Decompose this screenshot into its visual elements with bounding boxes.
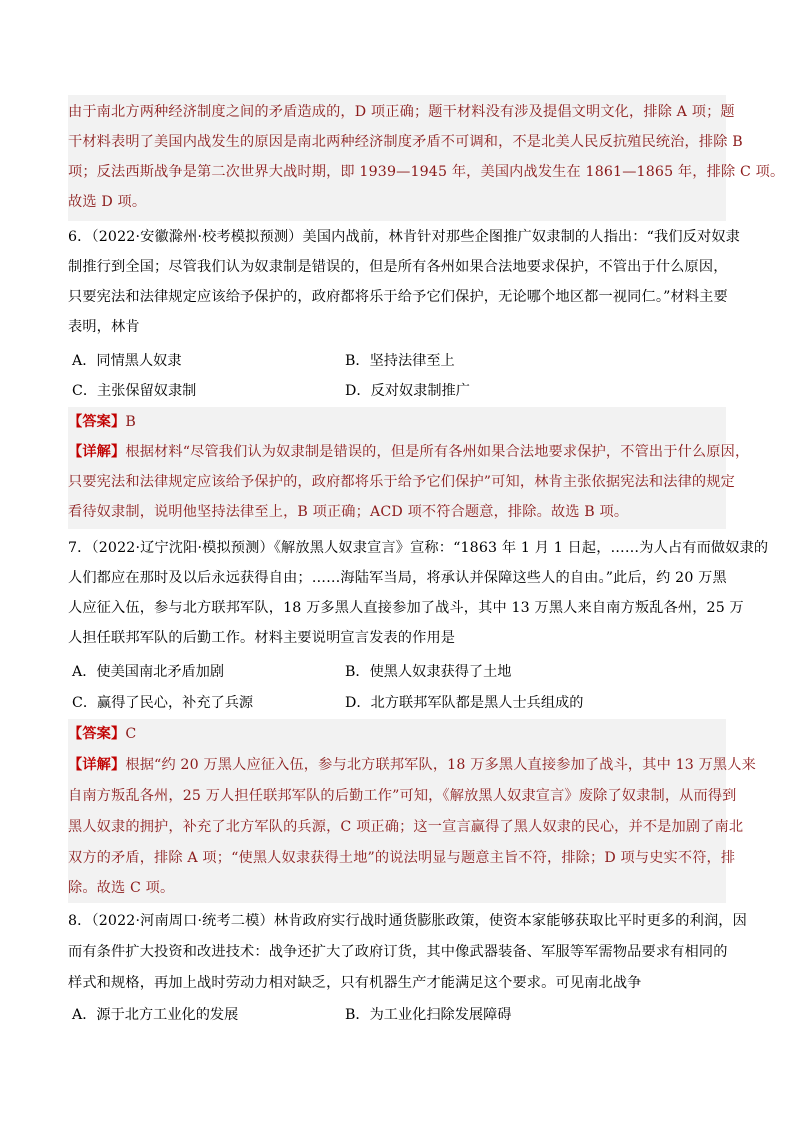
detail-tag: 【详解】 (68, 757, 126, 773)
q6-option-a[interactable]: A．同情黑人奴隶 (72, 353, 182, 369)
q7-stem-line: 人担任联邦军队的后勤工作。材料主要说明宣言发表的作用是 (68, 630, 456, 646)
q7-option-c[interactable]: C．赢得了民心，补充了兵源 (72, 695, 254, 711)
q6-answer-line (68, 407, 136, 437)
q7-option-b[interactable]: B．使黑人奴隶获得了土地 (345, 664, 512, 680)
answer-value: B (125, 414, 136, 430)
q6-detail-line (68, 437, 749, 467)
q8-stem-line: 样式和规格，再加上战时劳动力相对缺乏，只有机器生产才能满足这个要求。可见南北战争 (68, 975, 642, 991)
answer-tag: 【答案】 (68, 726, 126, 742)
q5-explanation-line: 故选 D 项。 (68, 194, 147, 210)
q6-stem-line: 只要宪法和法律规定应该给予保护的，政府都将乐于给予它们保护，无论哪个地区都一视同仁。”材料主要 (68, 289, 728, 305)
q7-stem (68, 533, 769, 655)
q8-stem (68, 906, 747, 998)
q6-detail-line: 看待奴隶制，说明他坚持法律至上，B 项正确；ACD 项不符合题意，排除。故选 B 项。 (68, 504, 629, 520)
q7-answer-block (68, 719, 756, 903)
q6-detail-line: 只要宪法和法律规定应该给予保护的，政府都将乐于给予它们保护”可知，林肯主张依据宪法和法律的规定 (68, 474, 735, 490)
answer-value: C (125, 726, 137, 742)
q6-stem-line: 6．（2022·安徽滁州·校考模拟预测）美国内战前，林肯针对那些企图推广奴隶制的人指出：“我们反对奴隶 (68, 229, 741, 245)
q7-detail-line (68, 750, 756, 780)
q5-explanation-line: 由于南北方两种经济制度之间的矛盾造成的，D 项正确；题干材料没有涉及提倡文明文化，排除 A 项；题 (68, 104, 735, 120)
q5-explanation-line: 干材料表明了美国内战发生的原因是南北两种经济制度矛盾不可调和，不是北美人民反抗殖民统治，排除 B (68, 134, 743, 150)
q6-stem-line: 制推行到全国；尽管我们认为奴隶制是错误的，但是所有各州如果合法地要求保护，不管出于什么原因， (68, 259, 728, 275)
q8-stem-line: 8．（2022·河南周口·统考二模）林肯政府实行战时通货膨胀政策，使资本家能够获取比平时更多的利润，因 (68, 913, 747, 929)
answer-tag: 【答案】 (68, 414, 126, 430)
q7-detail-line: 黑人奴隶的拥护，补充了北方军队的兵源，C 项正确；这一宣言赢得了黑人奴隶的民心，并不是加剧了南北 (68, 819, 744, 835)
q7-stem-line: 人应征入伍，参与北方联邦军队，18 万多黑人直接参加了战斗，其中 13 万黑人来自南方叛乱各州，25 万 (68, 600, 744, 616)
q5-explanation-line: 项；反法西斯战争是第二次世界大战时期，即 1939—1945 年，美国内战发生在 1861—1865 年，排除 C 项。 (68, 164, 785, 180)
q6-answer-block (68, 407, 750, 529)
q5-explanation-block (68, 95, 785, 221)
q6-stem-line: 表明，林肯 (68, 319, 140, 335)
q8-stem-line: 而有条件扩大投资和改进技术：战争还扩大了政府订货，其中像武器装备、军服等军需物品要求有相同的 (68, 944, 728, 960)
q7-answer-line (68, 719, 136, 749)
q7-stem-line: 人们都应在那时及以后永远获得自由；……海陆军当局，将承认并保障这些人的自由。”此后，约 20 万黑 (68, 570, 727, 586)
q6-option-d[interactable]: D．反对奴隶制推广 (345, 383, 470, 399)
q7-option-d[interactable]: D．北方联邦军队都是黑人士兵组成的 (345, 695, 584, 711)
q7-stem-line: 7．（2022·辽宁沈阳·模拟预测）《解放黑人奴隶宣言》宣称：“1863 年 1 月 1 日起，……为人占有而做奴隶的 (68, 540, 769, 556)
q6-option-c[interactable]: C．主张保留奴隶制 (72, 383, 197, 399)
q8-option-a[interactable]: A．源于北方工业化的发展 (72, 1007, 239, 1023)
q8-option-b[interactable]: B．为工业化扫除发展障碍 (345, 1007, 512, 1023)
q7-detail-line: 自南方叛乱各州，25 万人担任联邦军队的后勤工作”可知，《解放黑人奴隶宣言》废除了奴隶制，从而得到 (68, 788, 737, 804)
detail-tag: 【详解】 (68, 444, 126, 460)
q6-stem (68, 222, 741, 344)
q7-detail-line: 双方的矛盾，排除 A 项；“使黑人奴隶获得土地”的说法明显与题意主旨不符，排除；D 项与史实不符，排 (68, 850, 736, 866)
q6-option-b[interactable]: B．坚持法律至上 (345, 353, 455, 369)
detail-text: 根据材料“尽管我们认为奴隶制是错误的，但是所有各州如果合法地要求保护，不管出于什么原因， (125, 444, 750, 460)
q7-option-a[interactable]: A．使美国南北矛盾加剧 (72, 664, 225, 680)
detail-text: 根据“约 20 万黑人应征入伍，参与北方联邦军队，18 万多黑人直接参加了战斗，其中 13 万黑人来 (125, 757, 756, 773)
q7-detail-line: 除。故选 C 项。 (68, 880, 175, 896)
